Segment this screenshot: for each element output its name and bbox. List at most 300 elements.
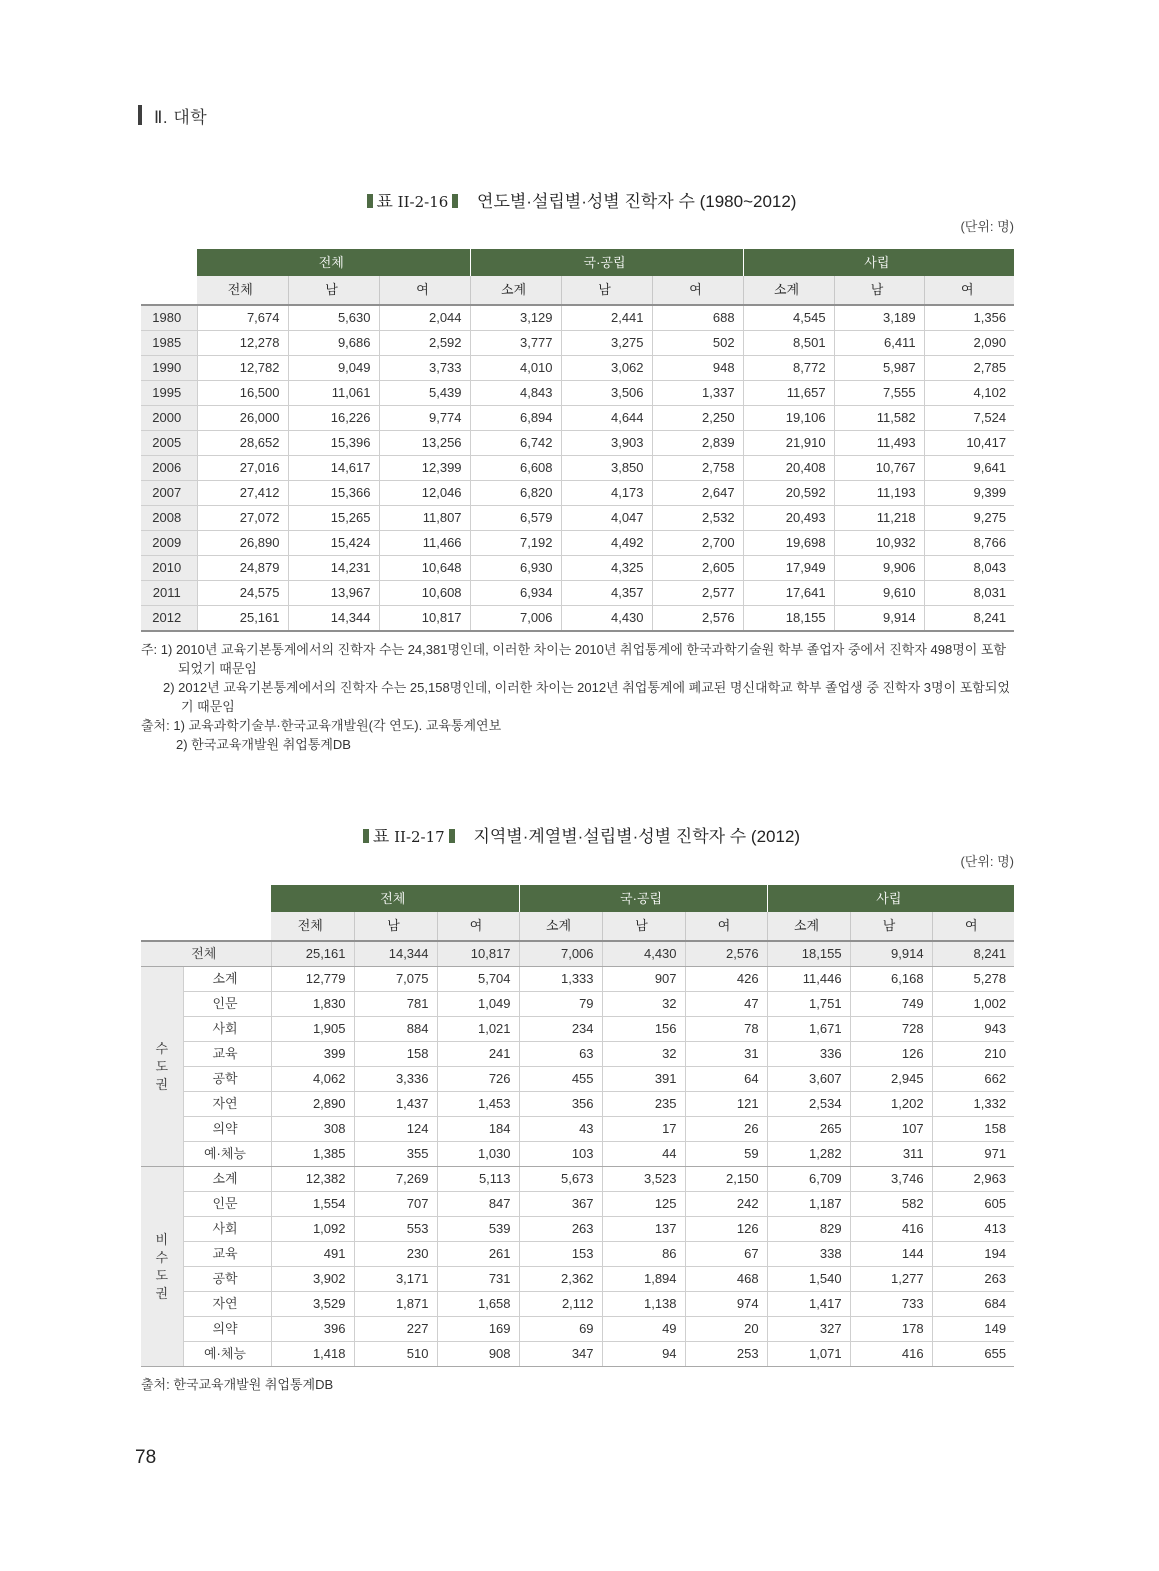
value-cell: 1,871 [354,1292,437,1317]
value-cell: 6,608 [470,456,561,481]
value-cell: 8,772 [743,356,834,381]
value-cell: 26,890 [197,531,288,556]
value-cell: 1,282 [767,1142,850,1167]
table-row [141,967,1014,992]
region-label: 비수도권 [155,1231,169,1301]
value-cell: 18,155 [767,941,850,967]
value-cell: 9,399 [924,481,1014,506]
value-cell: 27,016 [197,456,288,481]
category-cell: 공학 [183,1067,271,1092]
value-cell: 4,430 [602,941,685,967]
value-cell: 4,010 [470,356,561,381]
group-header-total: 전체 [197,249,470,276]
value-cell: 3,129 [470,305,561,331]
value-cell: 336 [767,1042,850,1067]
value-cell: 781 [354,992,437,1017]
caption-prefix: 표 [376,192,393,211]
category-cell: 자연 [183,1292,271,1317]
category-cell: 의약 [183,1117,271,1142]
value-cell: 79 [519,992,602,1017]
value-cell: 20,493 [743,506,834,531]
category-cell: 인문 [183,992,271,1017]
table-row [141,1142,1014,1167]
value-cell: 1,202 [850,1092,932,1117]
value-cell: 1,021 [437,1017,519,1042]
subheader: 여 [379,276,470,305]
value-cell: 13,967 [288,581,379,606]
value-cell: 137 [602,1217,685,1242]
value-cell: 356 [519,1092,602,1117]
section-label: Ⅱ. 대학 [154,107,208,127]
table-row [141,1117,1014,1142]
subheader: 남 [561,276,652,305]
value-cell: 67 [685,1242,767,1267]
year-cell: 2011 [141,581,197,606]
value-cell: 4,843 [470,381,561,406]
value-cell: 14,344 [288,606,379,632]
value-cell: 582 [850,1192,932,1217]
subheader: 전체 [271,912,354,941]
year-cell: 2012 [141,606,197,632]
value-cell: 169 [437,1317,519,1342]
value-cell: 4,102 [924,381,1014,406]
value-cell: 15,396 [288,431,379,456]
value-cell: 355 [354,1142,437,1167]
value-cell: 2,758 [652,456,743,481]
value-cell: 9,906 [834,556,924,581]
table-row [141,331,1014,356]
table-row [141,531,1014,556]
value-cell: 468 [685,1267,767,1292]
value-cell: 2,150 [685,1167,767,1192]
section-bar [138,105,142,125]
header-blank [141,249,197,276]
table-row [141,506,1014,531]
value-cell: 16,226 [288,406,379,431]
group-header-public: 국·공립 [519,885,767,912]
value-cell: 3,733 [379,356,470,381]
value-cell: 9,914 [850,941,932,967]
table-row [141,356,1014,381]
table-row [141,1217,1014,1242]
table-row [141,992,1014,1017]
header-blank [141,276,197,305]
value-cell: 156 [602,1017,685,1042]
table-row [141,1292,1014,1317]
value-cell: 9,610 [834,581,924,606]
value-cell: 1,138 [602,1292,685,1317]
value-cell: 18,155 [743,606,834,632]
value-cell: 9,774 [379,406,470,431]
value-cell: 7,006 [470,606,561,632]
note-line: 기 때문임 [181,699,235,714]
value-cell: 2,592 [379,331,470,356]
value-cell: 3,336 [354,1067,437,1092]
value-cell: 19,698 [743,531,834,556]
category-cell: 자연 [183,1092,271,1117]
value-cell: 2,362 [519,1267,602,1292]
value-cell: 25,161 [271,941,354,967]
value-cell: 6,894 [470,406,561,431]
value-cell: 261 [437,1242,519,1267]
value-cell: 4,545 [743,305,834,331]
value-cell: 8,241 [924,606,1014,632]
value-cell: 7,524 [924,406,1014,431]
value-cell: 1,671 [767,1017,850,1042]
value-cell: 14,344 [354,941,437,967]
subheader: 여 [685,912,767,941]
category-cell: 의약 [183,1317,271,1342]
region-cell [141,967,183,1167]
value-cell: 11,193 [834,481,924,506]
value-cell: 15,366 [288,481,379,506]
value-cell: 2,839 [652,431,743,456]
value-cell: 491 [271,1242,354,1267]
subheader: 소계 [519,912,602,941]
group-header-total: 전체 [271,885,519,912]
value-cell: 6,930 [470,556,561,581]
value-cell: 7,006 [519,941,602,967]
value-cell: 5,113 [437,1167,519,1192]
value-cell: 3,903 [561,431,652,456]
value-cell: 539 [437,1217,519,1242]
value-cell: 6,168 [850,967,932,992]
table-row [141,1267,1014,1292]
value-cell: 8,241 [932,941,1014,967]
subheader: 남 [602,912,685,941]
value-cell: 194 [932,1242,1014,1267]
value-cell: 684 [932,1292,1014,1317]
caption-marker [449,829,455,843]
value-cell: 416 [850,1217,932,1242]
caption-marker [367,194,373,208]
value-cell: 1,751 [767,992,850,1017]
header-blank [141,885,183,912]
value-cell: 2,945 [850,1067,932,1092]
table1-notes [141,640,1016,754]
value-cell: 3,062 [561,356,652,381]
value-cell: 14,231 [288,556,379,581]
value-cell: 27,072 [197,506,288,531]
value-cell: 3,777 [470,331,561,356]
value-cell: 19,106 [743,406,834,431]
value-cell: 327 [767,1317,850,1342]
value-cell: 2,647 [652,481,743,506]
value-cell: 2,112 [519,1292,602,1317]
value-cell: 3,529 [271,1292,354,1317]
value-cell: 94 [602,1342,685,1367]
subheader: 남 [850,912,932,941]
value-cell: 47 [685,992,767,1017]
category-cell: 예·체능 [183,1142,271,1167]
value-cell: 3,850 [561,456,652,481]
value-cell: 12,399 [379,456,470,481]
value-cell: 178 [850,1317,932,1342]
value-cell: 15,265 [288,506,379,531]
value-cell: 3,275 [561,331,652,356]
value-cell: 149 [932,1317,1014,1342]
year-cell: 1980 [141,305,197,331]
table2-caption [0,822,1159,847]
year-cell: 2005 [141,431,197,456]
category-cell: 공학 [183,1267,271,1292]
value-cell: 43 [519,1117,602,1142]
table-row [141,1192,1014,1217]
value-cell: 7,674 [197,305,288,331]
caption-number: II-2-17 [394,828,445,846]
category-cell: 인문 [183,1192,271,1217]
value-cell: 948 [652,356,743,381]
value-cell: 6,709 [767,1167,850,1192]
value-cell: 3,189 [834,305,924,331]
value-cell: 662 [932,1067,1014,1092]
value-cell: 11,446 [767,967,850,992]
value-cell: 32 [602,992,685,1017]
value-cell: 12,046 [379,481,470,506]
table-row [141,481,1014,506]
value-cell: 4,173 [561,481,652,506]
value-cell: 2,963 [932,1167,1014,1192]
value-cell: 731 [437,1267,519,1292]
value-cell: 396 [271,1317,354,1342]
value-cell: 2,532 [652,506,743,531]
table-row [141,556,1014,581]
value-cell: 688 [652,305,743,331]
value-cell: 44 [602,1142,685,1167]
value-cell: 655 [932,1342,1014,1367]
value-cell: 5,630 [288,305,379,331]
value-cell: 1,333 [519,967,602,992]
table-row [141,1167,1014,1192]
value-cell: 6,411 [834,331,924,356]
value-cell: 17 [602,1117,685,1142]
value-cell: 1,554 [271,1192,354,1217]
value-cell: 10,608 [379,581,470,606]
value-cell: 144 [850,1242,932,1267]
value-cell: 1,002 [932,992,1014,1017]
value-cell: 27,412 [197,481,288,506]
category-cell: 소계 [183,967,271,992]
value-cell: 124 [354,1117,437,1142]
year-cell: 2008 [141,506,197,531]
value-cell: 2,044 [379,305,470,331]
value-cell: 49 [602,1317,685,1342]
table-row [141,431,1014,456]
value-cell: 11,218 [834,506,924,531]
category-cell: 교육 [183,1242,271,1267]
value-cell: 4,357 [561,581,652,606]
table2-unit: (단위: 명) [960,854,1014,869]
value-cell: 367 [519,1192,602,1217]
total-label: 전체 [141,941,271,967]
year-cell: 2007 [141,481,197,506]
caption-marker [363,829,369,843]
table-row [141,1017,1014,1042]
table-row [141,456,1014,481]
header-blank [141,912,183,941]
value-cell: 11,466 [379,531,470,556]
value-cell: 4,430 [561,606,652,632]
value-cell: 10,767 [834,456,924,481]
value-cell: 2,534 [767,1092,850,1117]
value-cell: 908 [437,1342,519,1367]
value-cell: 16,500 [197,381,288,406]
caption-number: II-2-16 [397,193,449,211]
value-cell: 8,501 [743,331,834,356]
value-cell: 12,782 [197,356,288,381]
value-cell: 11,493 [834,431,924,456]
table-row [141,1242,1014,1267]
group-header-private: 사립 [767,885,1014,912]
value-cell: 4,325 [561,556,652,581]
value-cell: 10,817 [379,606,470,632]
value-cell: 9,275 [924,506,1014,531]
value-cell: 20,408 [743,456,834,481]
caption-title: 연도별·설립별·성별 진학자 수 (1980~2012) [477,192,797,211]
subheader: 소계 [743,276,834,305]
value-cell: 11,061 [288,381,379,406]
value-cell: 3,902 [271,1267,354,1292]
value-cell: 338 [767,1242,850,1267]
value-cell: 227 [354,1317,437,1342]
value-cell: 605 [932,1192,1014,1217]
value-cell: 510 [354,1342,437,1367]
table-row [141,581,1014,606]
caption-title: 지역별·계열별·설립별·성별 진학자 수 (2012) [473,827,801,846]
value-cell: 2,250 [652,406,743,431]
value-cell: 7,269 [354,1167,437,1192]
value-cell: 399 [271,1042,354,1067]
value-cell: 158 [354,1042,437,1067]
value-cell: 3,607 [767,1067,850,1092]
value-cell: 847 [437,1192,519,1217]
note-line: 되었기 때문임 [178,661,257,676]
value-cell: 7,192 [470,531,561,556]
value-cell: 4,062 [271,1067,354,1092]
table-row [141,406,1014,431]
value-cell: 3,523 [602,1167,685,1192]
value-cell: 13,256 [379,431,470,456]
value-cell: 78 [685,1017,767,1042]
note-line: 2) 2012년 교육기본통계에서의 진학자 수는 25,158명인데, 이러한 차이는 2012년 취업통계에 폐교된 명신대학교 학부 졸업생 중 진학자 3명이 포함되었 [163,680,1010,695]
page-number: 78 [135,1447,157,1468]
value-cell: 26,000 [197,406,288,431]
subheader: 여 [437,912,519,941]
year-cell: 1990 [141,356,197,381]
value-cell: 1,187 [767,1192,850,1217]
value-cell: 4,047 [561,506,652,531]
region-cell [141,1167,183,1367]
value-cell: 17,949 [743,556,834,581]
table2 [141,885,1014,1367]
value-cell: 1,453 [437,1092,519,1117]
value-cell: 234 [519,1017,602,1042]
value-cell: 8,766 [924,531,1014,556]
value-cell: 11,807 [379,506,470,531]
value-cell: 1,385 [271,1142,354,1167]
value-cell: 1,030 [437,1142,519,1167]
value-cell: 11,657 [743,381,834,406]
subheader: 소계 [767,912,850,941]
value-cell: 5,987 [834,356,924,381]
value-cell: 64 [685,1067,767,1092]
category-cell: 사회 [183,1017,271,1042]
value-cell: 107 [850,1117,932,1142]
table2-source: 출처: 한국교육개발원 취업통계DB [141,1377,334,1392]
value-cell: 20 [685,1317,767,1342]
table-row [141,1042,1014,1067]
year-cell: 2009 [141,531,197,556]
value-cell: 5,278 [932,967,1014,992]
table-row [141,606,1014,632]
category-cell: 사회 [183,1217,271,1242]
value-cell: 9,049 [288,356,379,381]
value-cell: 31 [685,1042,767,1067]
value-cell: 2,700 [652,531,743,556]
value-cell: 2,576 [685,941,767,967]
value-cell: 2,890 [271,1092,354,1117]
value-cell: 1,540 [767,1267,850,1292]
value-cell: 1,356 [924,305,1014,331]
value-cell: 347 [519,1342,602,1367]
value-cell: 63 [519,1042,602,1067]
value-cell: 6,820 [470,481,561,506]
category-cell: 소계 [183,1167,271,1192]
source-line: 2) 한국교육개발원 취업통계DB [176,737,351,752]
value-cell: 21,910 [743,431,834,456]
caption-prefix: 표 [372,827,390,846]
value-cell: 103 [519,1142,602,1167]
value-cell: 253 [685,1342,767,1367]
value-cell: 230 [354,1242,437,1267]
value-cell: 1,905 [271,1017,354,1042]
value-cell: 3,171 [354,1267,437,1292]
header-blank [183,885,271,912]
value-cell: 121 [685,1092,767,1117]
table1-unit: (단위: 명) [960,219,1014,234]
value-cell: 4,492 [561,531,652,556]
value-cell: 553 [354,1217,437,1242]
value-cell: 9,686 [288,331,379,356]
value-cell: 7,555 [834,381,924,406]
value-cell: 1,337 [652,381,743,406]
value-cell: 3,746 [850,1167,932,1192]
value-cell: 9,641 [924,456,1014,481]
value-cell: 263 [519,1217,602,1242]
value-cell: 1,830 [271,992,354,1017]
value-cell: 311 [850,1142,932,1167]
subheader: 남 [354,912,437,941]
value-cell: 26 [685,1117,767,1142]
value-cell: 15,424 [288,531,379,556]
value-cell: 1,049 [437,992,519,1017]
value-cell: 158 [932,1117,1014,1142]
value-cell: 707 [354,1192,437,1217]
value-cell: 1,332 [932,1092,1014,1117]
value-cell: 391 [602,1067,685,1092]
value-cell: 263 [932,1267,1014,1292]
group-header-public: 국·공립 [470,249,743,276]
year-cell: 1995 [141,381,197,406]
value-cell: 829 [767,1217,850,1242]
year-cell: 2000 [141,406,197,431]
subheader: 여 [932,912,1014,941]
year-cell: 2010 [141,556,197,581]
table-row [141,1092,1014,1117]
value-cell: 5,704 [437,967,519,992]
value-cell: 5,673 [519,1167,602,1192]
value-cell: 86 [602,1242,685,1267]
